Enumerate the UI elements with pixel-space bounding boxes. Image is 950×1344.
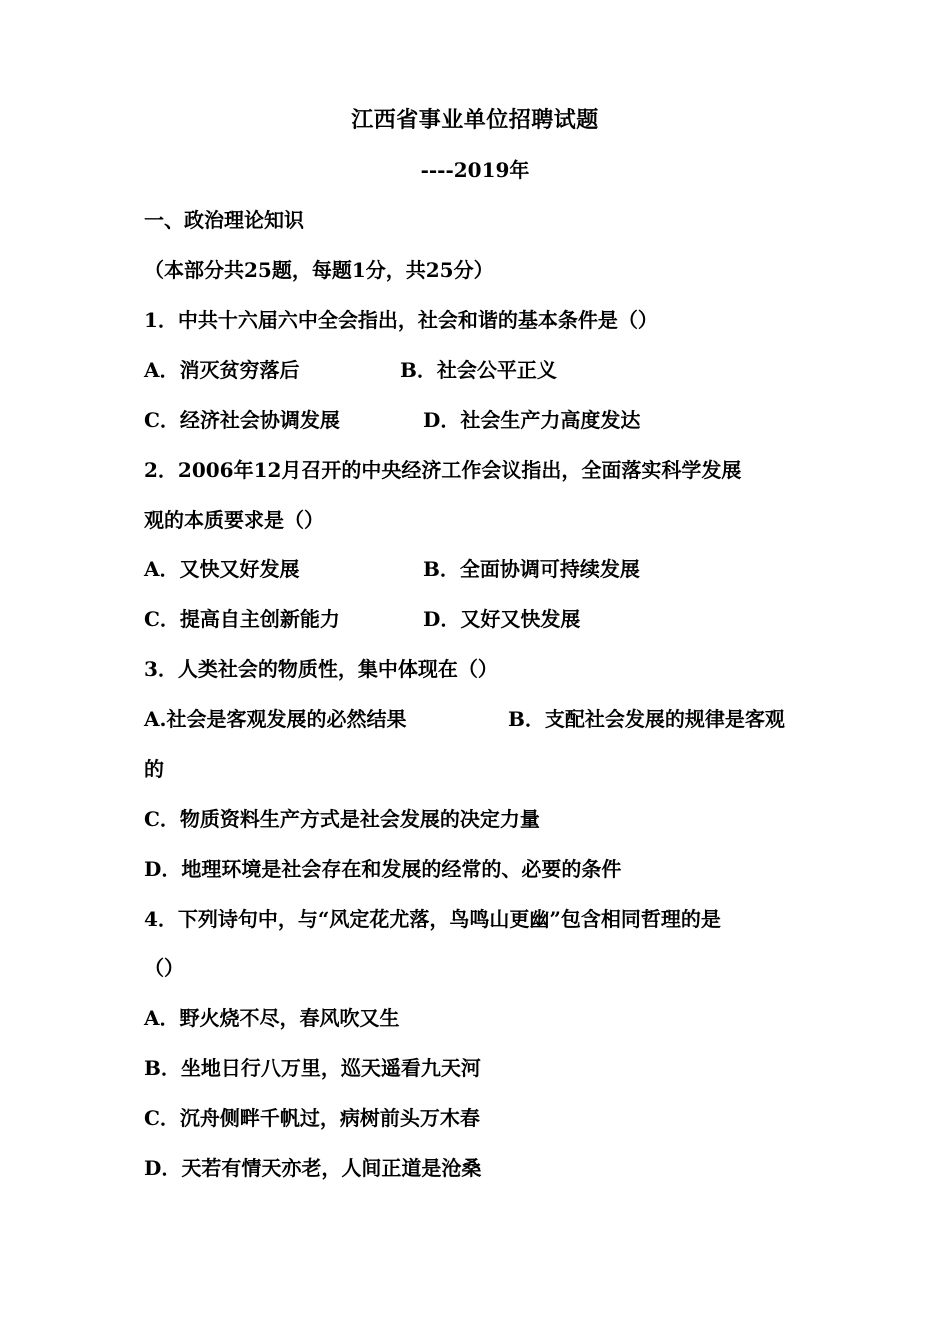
question-1-option-b: B．社会公平正义 — [400, 358, 557, 382]
question-2-option-d: D．又好又快发展 — [423, 607, 581, 631]
question-4-stem-line-1: 4．下列诗句中，与“风定花尤落，鸟鸣山更幽”包含相同哲理的是 — [144, 907, 721, 931]
question-2-stem-line-2: 观的本质要求是（） — [144, 508, 324, 532]
question-3-stem: 3．人类社会的物质性，集中体现在（） — [144, 657, 498, 681]
section-heading: 一、政治理论知识 — [144, 208, 304, 232]
document-subtitle: ----2019年 — [420, 158, 530, 182]
question-2-option-b: B．全面协调可持续发展 — [423, 557, 640, 581]
question-3-option-d: D．地理环境是社会存在和发展的经常的、必要的条件 — [144, 857, 622, 881]
question-4-option-a: A．野火烧不尽，春风吹又生 — [144, 1006, 400, 1030]
question-1-stem: 1．中共十六届六中全会指出，社会和谐的基本条件是（） — [144, 308, 658, 332]
question-2-option-c: C．提高自主创新能力 — [144, 607, 340, 631]
question-3-option-c: C．物质资料生产方式是社会发展的决定力量 — [144, 807, 540, 831]
question-4-option-c: C．沉舟侧畔千帆过，病树前头万木春 — [144, 1106, 480, 1130]
question-2-option-a: A．又快又好发展 — [144, 557, 300, 581]
question-3-option-b-continued: 的 — [144, 757, 164, 781]
document-title: 江西省事业单位招聘试题 — [351, 107, 599, 133]
question-1-option-d: D．社会生产力高度发达 — [423, 408, 641, 432]
section-note: （本部分共25题，每题1分，共25分） — [144, 258, 494, 282]
question-3-option-b: B．支配社会发展的规律是客观 — [508, 707, 785, 731]
question-4-option-d: D．天若有情天亦老，人间正道是沧桑 — [144, 1156, 482, 1180]
question-4-option-b: B．坐地日行八万里，巡天遥看九天河 — [144, 1056, 481, 1080]
question-1-option-a: A．消灭贫穷落后 — [144, 358, 300, 382]
question-2-stem-line-1: 2．2006年12月召开的中央经济工作会议指出，全面落实科学发展 — [144, 458, 742, 482]
question-1-option-c: C．经济社会协调发展 — [144, 408, 340, 432]
question-3-option-a: A.社会是客观发展的必然结果 — [144, 707, 407, 731]
question-4-stem-line-2: （） — [144, 956, 184, 980]
